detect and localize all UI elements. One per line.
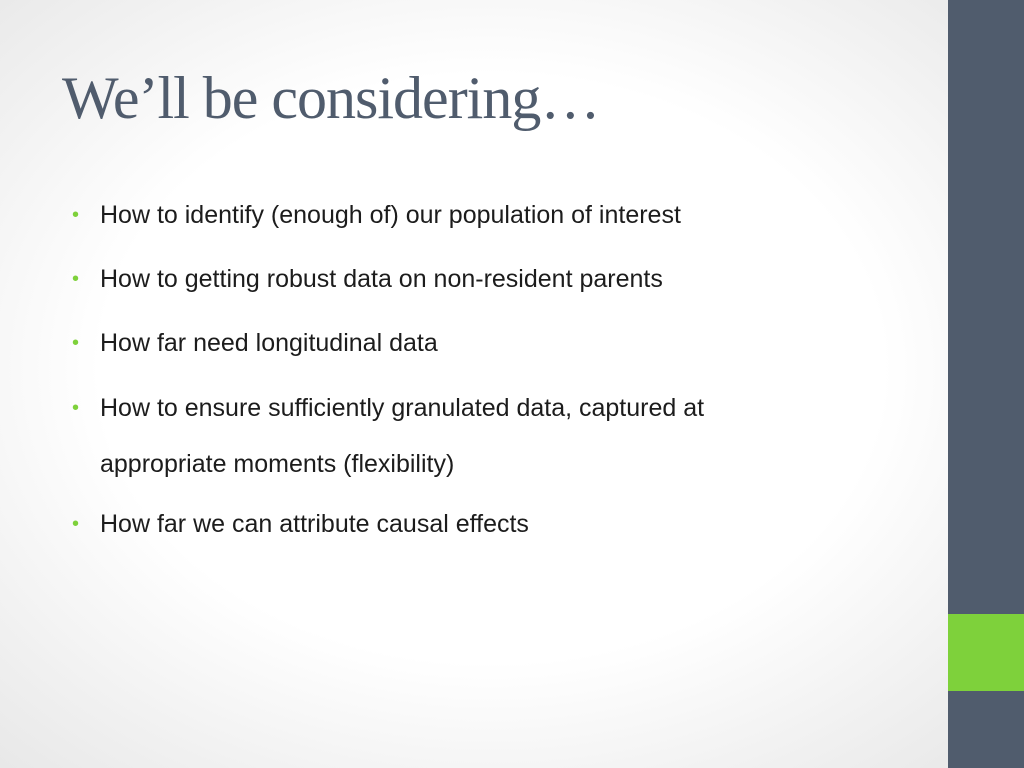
bullet-icon: • — [72, 268, 80, 290]
side-accent-block — [948, 614, 1024, 691]
bullet-icon: • — [72, 204, 80, 226]
bullet-text: How far we can attribute causal effects — [100, 510, 529, 538]
bullet-text: How to ensure sufficiently granulated data, captured at appropriate moments (flexibility) — [100, 394, 705, 478]
bullet-item — [72, 259, 832, 300]
bullet-item — [72, 323, 832, 364]
bullet-icon: • — [72, 397, 80, 419]
bullet-item — [72, 504, 832, 545]
bullet-text: How far need longitudinal data — [100, 329, 438, 357]
bullet-list — [72, 195, 832, 568]
bullet-item — [72, 195, 832, 236]
bullet-icon: • — [72, 332, 80, 354]
bullet-text: How to getting robust data on non-resident parents — [100, 265, 663, 293]
bullet-text: How to identify (enough of) our population of interest — [100, 201, 681, 229]
bullet-item — [72, 380, 832, 492]
slide-title: We’ll be considering… — [62, 65, 600, 131]
bullet-icon: • — [72, 513, 80, 535]
